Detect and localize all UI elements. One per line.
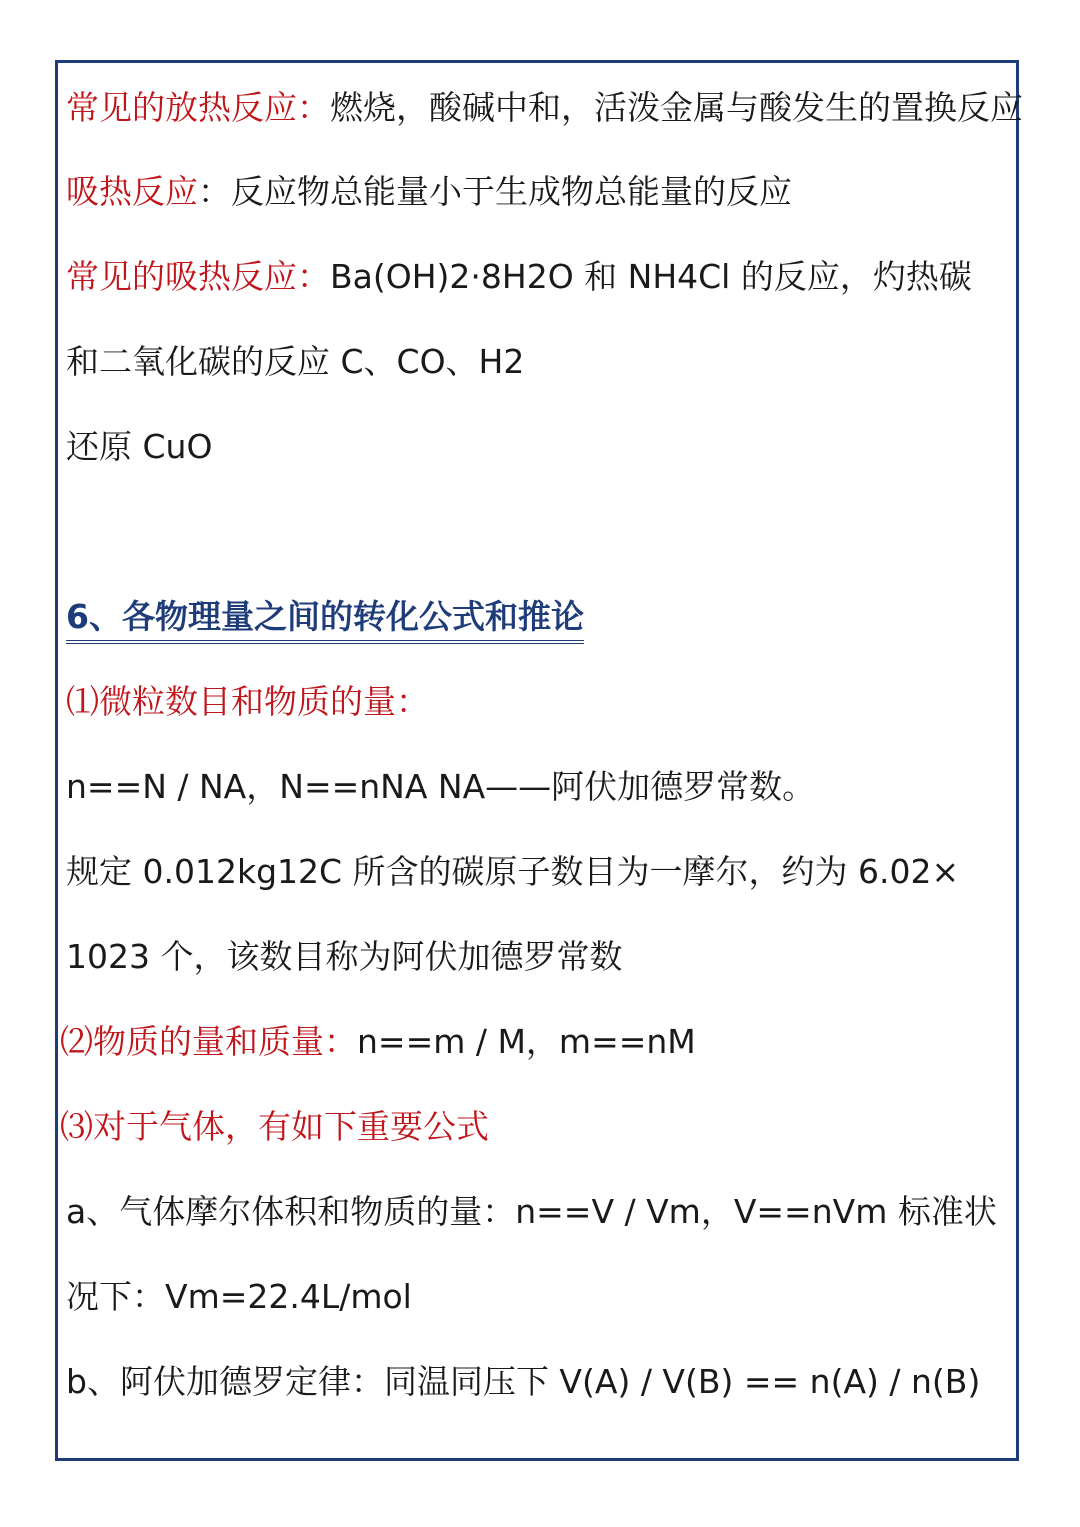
endothermic-cont-line [66, 342, 524, 382]
endothermic-cont-text: 和二氧化碳的反应 C、CO、H2 [66, 342, 525, 381]
endothermic-def-text: ：反应物总能量小于生成物总能量的反应 [198, 172, 792, 211]
avogadro-constant-text: 1023 个，该数目称为阿伏加德罗常数 [66, 937, 623, 976]
exothermic-common-label: 常见的放热反应： [66, 88, 330, 127]
standard-condition-line [66, 1277, 412, 1317]
standard-condition-text: 况下：Vm=22.4L/mol [66, 1277, 412, 1316]
item-2-formula: n==m / M，m==nM [357, 1022, 696, 1061]
section-heading: 6、各物理量之间的转化公式和推论 [66, 597, 584, 644]
endothermic-common-text: Ba(OH)2·8H2O 和 NH4Cl 的反应，灼热碳 [330, 257, 972, 296]
mole-definition-line [66, 852, 959, 892]
endothermic-def-line [66, 172, 792, 212]
item-2-line [60, 1022, 696, 1062]
endothermic-common-line [66, 257, 972, 297]
section-heading-line [66, 597, 584, 637]
reduce-cuo-text: 还原 CuO [66, 427, 213, 466]
endothermic-def-label: 吸热反应 [66, 172, 198, 211]
molar-volume-text: a、气体摩尔体积和物质的量：n==V / Vm，V==nVm 标准状 [66, 1192, 997, 1231]
avogadro-law-line [66, 1362, 980, 1402]
item-1-formula: n==N / NA，N==nNA NA——阿伏加德罗常数。 [66, 767, 816, 806]
exothermic-common-line [66, 88, 1023, 128]
item-1-line [66, 682, 429, 722]
item-3-label: ⑶对于气体，有如下重要公式 [60, 1107, 489, 1146]
avogadro-constant-line [66, 937, 622, 977]
item-3-line [60, 1107, 489, 1147]
item-2-label: ⑵物质的量和质量： [60, 1022, 357, 1061]
reduce-cuo-line [66, 427, 212, 467]
avogadro-law-text: b、阿伏加德罗定律：同温同压下 V(A) / V(B) == n(A) / n(B) [66, 1362, 981, 1401]
exothermic-common-text: 燃烧，酸碱中和，活泼金属与酸发生的置换反应 [330, 88, 1023, 127]
mole-definition-text: 规定 0.012kg12C 所含的碳原子数目为一摩尔，约为 6.02× [66, 852, 960, 891]
item-1-formula-line [66, 767, 815, 807]
endothermic-common-label: 常见的吸热反应： [66, 257, 330, 296]
molar-volume-line [66, 1192, 997, 1232]
item-1-label: ⑴微粒数目和物质的量： [66, 682, 429, 721]
